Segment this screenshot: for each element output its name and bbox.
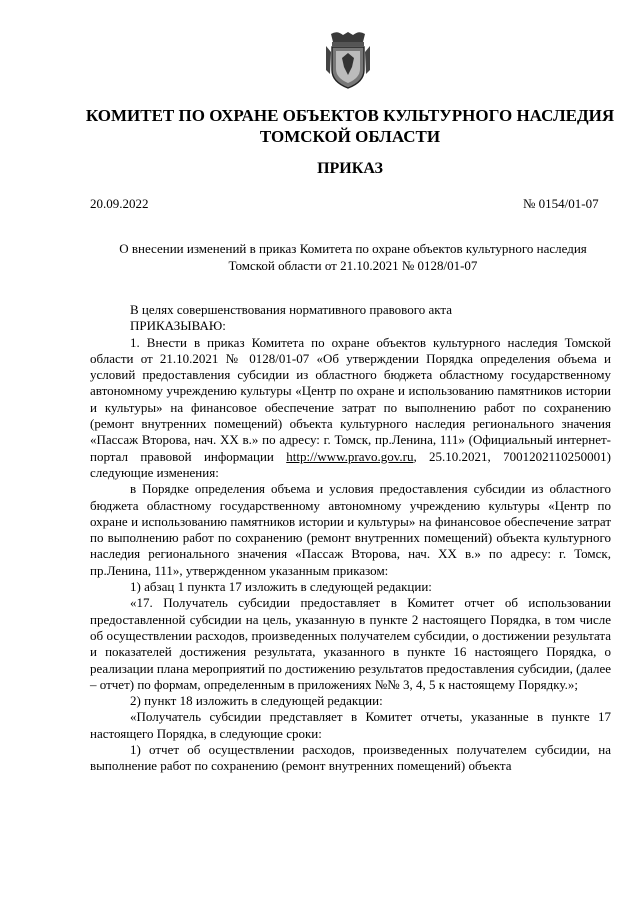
paragraph-5: 2) пункт 18 изложить в следующей редакции: <box>130 693 383 709</box>
paragraph-1-tail: , 25.10.2021, 7001202110250001) следующие изменения: <box>90 448 611 480</box>
paragraph-1 <box>90 335 611 482</box>
order-word: ПРИКАЗЫВАЮ: <box>130 318 226 334</box>
paragraph-4: «17. Получатель субсидии предоставляет в Комитет отчет об использовании предоставленной субсидии на цель, указанную в пункте 2 настоящего Порядка, в том числе об осуществлении расходов, произведенных получателем субсидии, о достижении результата и показателей достижения результата, указанного в пункте 16 настоящего Порядка, о реализации плана мероприятий по достижению результатов предоставления субсидии, (далее – отчет) по формам, определенным в приложениях №№ 3, 4, 5 к настоящему Порядку.»; <box>90 595 611 692</box>
preamble: В целях совершенствования нормативного правового акта <box>130 302 453 317</box>
paragraph-1-text: 1. Внести в приказ Комитета по охране объектов культурного наследия Томской области от 21.10.2021 № 0128/01-07 «Об утверждении Порядка определения объема и условий предоставления субсидии из областного бюджета областному государственному автономному учреждению культуры «Центр по охране и использованию памятников истории и культуры» на финансовое обеспечение затрат по выполнению работ по сохранению (ремонт внутренних помещений) объекта культурного наследия регионального значения «Пассаж Второва, нач. XX в.» по адресу: г. Томск, пр.Ленина, 111» (Официальный интернет-портал правовой информации <box>90 334 611 464</box>
paragraph-3: 1) абзац 1 пункта 17 изложить в следующей редакции: <box>130 579 432 595</box>
document-subject <box>88 240 618 274</box>
pravo-link[interactable]: http://www.pravo.gov.ru <box>286 448 414 464</box>
document-number: № 0154/01-07 <box>523 196 599 211</box>
paragraph-6: «Получатель субсидии представляет в Комитет отчеты, указанные в пункте 17 настоящего Порядка, в следующие сроки: <box>90 709 611 741</box>
paragraph-2: в Порядке определения объема и условия предоставления субсидии из областного бюджета областному государственному автономному учреждению культуры «Центр по охране и использованию памятников истории и культуры» на финансовое обеспечение затрат по выполнению работ по сохранению (ремонт внутренних помещений) объекта культурного наследия регионального значения «Пассаж Второва, нач. XX в.» по адресу: г. Томск, пр.Ленина, 111», утвержденном указанным приказом: <box>90 481 611 578</box>
subject-line2: Томской области от 21.10.2021 № 0128/01-07 <box>228 258 478 273</box>
coat-of-arms-icon <box>325 30 371 90</box>
organization-name-line2: ТОМСКОЙ ОБЛАСТИ <box>259 127 441 146</box>
document-date: 20.09.2022 <box>90 196 149 211</box>
subject-line1: О внесении изменений в приказ Комитета по охране объектов культурного наследия <box>119 241 587 256</box>
document-body <box>90 302 611 775</box>
document-type: ПРИКАЗ <box>317 160 383 177</box>
organization-name <box>60 105 640 147</box>
paragraph-7: 1) отчет об осуществлении расходов, произведенных получателем субсидии, на выполнение работ по сохранению (ремонт внутренних помещений) объекта <box>90 742 611 774</box>
organization-name-line1: КОМИТЕТ ПО ОХРАНЕ ОБЪЕКТОВ КУЛЬТУРНОГО НАСЛЕДИЯ <box>85 106 615 125</box>
